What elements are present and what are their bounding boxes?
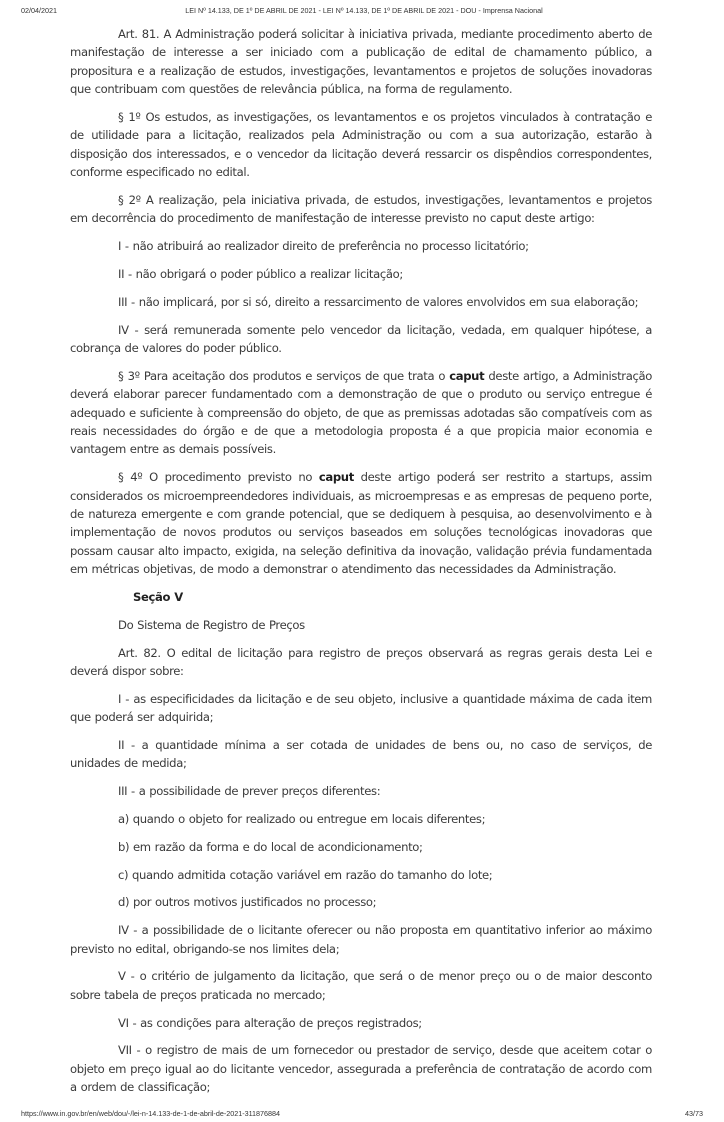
article-82-item-iii-c: c) quando admitida cotação variável em razão do tamanho do lote; [118,867,493,882]
article-82-item-iii-b: b) em razão da forma e do local de acondicionamento; [118,839,423,854]
paragraph-4-text-start: § 4º O procedimento previsto no [118,470,319,485]
article-82-item-i: I - as especificidades da licitação e de seu objeto, inclusive a quantidade máxima de cada item que poderá ser adquirida; [70,691,652,725]
page-number: 43/73 [685,1109,703,1119]
print-header [21,0,703,22]
paragraph-4-text-end: deste artigo poderá ser restrito a startups, assim considerados os microempreendedores individuais, as microempresas e as empresas de pequeno porte, de natureza emergente e com grande potencial, que se dediquem à pesquisa, ao desenvolvimento e à implementação de novos produtos ou serviços baseados em soluções tecnológicas inovadoras que possam causar alto impacto, exigida, na seleção definitiva da inovação, validação prévia fundamentada em métricas objetivas, de modo a demonstrar o atendimento das necessidades da Administração. [70,470,652,577]
article-82-item-iii-d: d) por outros motivos justificados no processo; [118,895,377,910]
paragraph-3-text-end: deste artigo, a Administração deverá elaborar parecer fundamentado com a demonstração de que o produto ou serviço entregue é adequado e suficiente à compreensão do objeto, de que as premissas adotadas são compatíveis com as reais necessidades do órgão e de que a metodologia proposta é a que propicia maior economia e vantagem entre as demais possíveis. [70,368,652,457]
article-82: Art. 82. O edital de licitação para registro de preços observará as regras gerais desta Lei e deverá dispor sobre: [70,645,652,679]
article-82-item-v: V - o critério de julgamento da licitação, que será o de menor preço ou o de maior desconto sobre tabela de preços praticada no mercado; [70,969,652,1002]
article-81: Art. 81. A Administração poderá solicitar à iniciativa privada, mediante procedimento aberto de manifestação de interesse a ser iniciado com a publicação de edital de chamamento público, a propositura e a realização de estudos, investigações, levantamentos e projetos de soluções inovadoras que contribuam com questões de relevância pública, na forma de regulamento. [70,27,652,97]
print-title: LEI Nº 14.133, DE 1º DE ABRIL DE 2021 - LEI Nº 14.133, DE 1º DE ABRIL DE 2021 - DOU - Imprensa Nacional [185,6,543,15]
article-81-paragraph-1: § 1º Os estudos, as investigações, os levantamentos e os projetos vinculados à contratação e de utilidade para a licitação, realizados pela Administração ou com a sua autorização, estarão à disposição dos interessados, e o vencedor da licitação deverá ressarcir os dispêndios correspondentes, conforme especificado no edital. [70,110,652,180]
section-title: Do Sistema de Registro de Preços [118,617,305,632]
page-url[interactable]: https://www.in.gov.br/en/web/dou/-/lei-n-14.133-de-1-de-abril-de-2021-311876884 [21,1109,281,1119]
paragraph-3-text-start: § 3º Para aceitação dos produtos e serviços de que trata o [118,368,450,383]
article-82-item-iii: III - a possibilidade de prever preços diferentes: [118,784,381,799]
article-82-item-iv: IV - a possibilidade de o licitante oferecer ou não proposta em quantitativo inferior ao máximo previsto no edital, obrigando-se nos limites dela; [70,923,652,956]
article-82-item-vii: VII - o registro de mais de um fornecedor ou prestador de serviço, desde que aceitem cotar o objeto em preço igual ao do licitante vencedor, assegurada a preferência de contratação de acordo com a ordem de classificação; [70,1043,652,1095]
article-82-item-vi: VI - as condições para alteração de preços registrados; [118,1015,422,1030]
law-text [70,25,652,1097]
article-82-item-ii: II - a quantidade mínima a ser cotada de unidades de bens ou, no caso de serviços, de unidades de medida; [70,738,652,771]
article-81-paragraph-2-item-iv: IV - será remunerada somente pelo vencedor da licitação, vedada, em qualquer hipótese, a cobrança de valores do poder público. [70,322,652,356]
article-81-paragraph-4 [70,468,652,578]
article-81-paragraph-2-item-ii: II - não obrigará o poder público a realizar licitação; [118,267,403,282]
article-81-paragraph-2: § 2º A realização, pela iniciativa privada, de estudos, investigações, levantamentos e projetos em decorrência do procedimento de manifestação de interesse previsto no caput deste artigo: [70,193,652,226]
print-date: 02/04/2021 [21,6,57,15]
print-footer [21,1106,703,1122]
caput-term: caput [318,470,354,485]
article-81-paragraph-3 [70,367,652,459]
article-81-paragraph-2-item-iii: III - não implicará, por si só, direito a ressarcimento de valores envolvidos em sua elaboração; [118,294,639,309]
section-heading: Seção V [133,590,183,605]
caput-term: caput [449,368,485,383]
article-82-item-iii-a: a) quando o objeto for realizado ou entregue em locais diferentes; [118,812,486,827]
article-81-paragraph-2-item-i: I - não atribuirá ao realizador direito de preferência no processo licitatório; [118,239,529,254]
